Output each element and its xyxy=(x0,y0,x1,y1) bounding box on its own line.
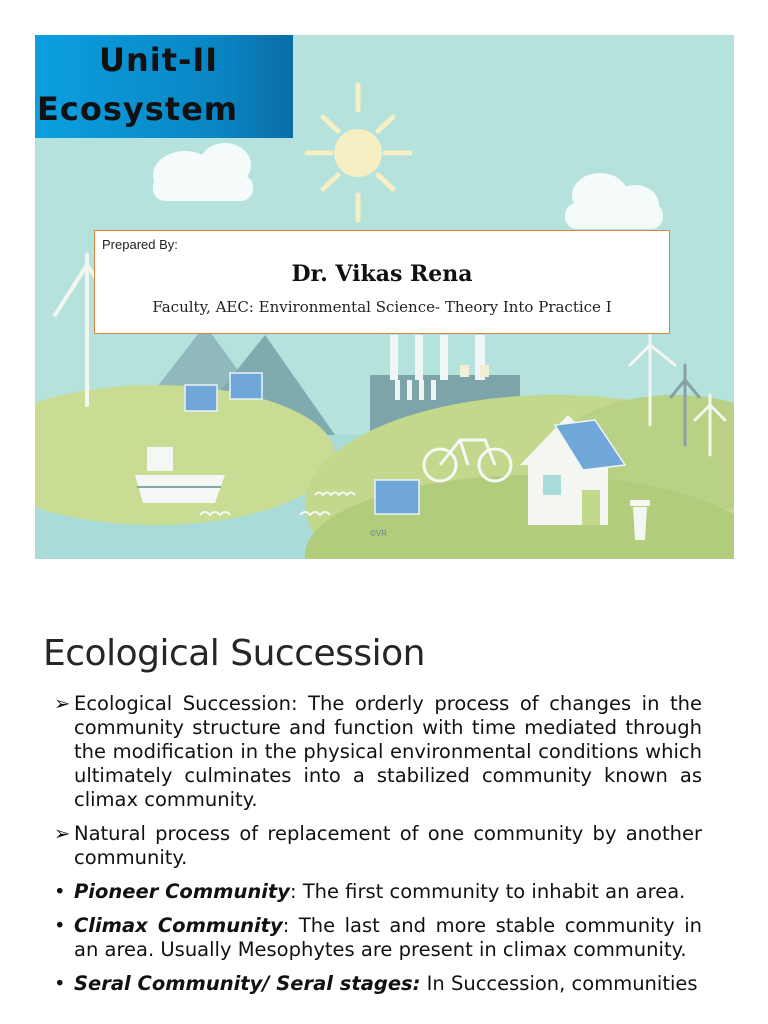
prepared-by-label: Prepared By: xyxy=(102,237,178,252)
list-item xyxy=(54,972,702,996)
item-text: : The first community to inhabit an area. xyxy=(289,880,686,903)
cover-slide xyxy=(35,35,734,559)
arrow-bullet-icon: ➢ xyxy=(54,692,71,715)
item-term: Climax Community xyxy=(74,914,283,937)
item-term: Pioneer Community xyxy=(74,880,290,903)
copyright-mark: ©VR xyxy=(370,529,388,538)
item-text: In Succession, communities xyxy=(420,972,698,995)
list-item xyxy=(54,822,702,870)
list-item xyxy=(54,880,702,904)
bullet-icon: • xyxy=(54,972,66,995)
credit-box xyxy=(94,230,670,334)
list-item xyxy=(54,914,702,962)
bullet-icon: • xyxy=(54,914,66,937)
title-box xyxy=(35,35,293,138)
author-name: Dr. Vikas Rena xyxy=(291,261,473,287)
cloud-icon xyxy=(153,143,253,201)
arrow-bullet-icon: ➢ xyxy=(54,822,71,845)
ecosystem-title: Ecosystem xyxy=(37,90,239,128)
unit-title: Unit-II xyxy=(99,41,219,79)
section-heading: Ecological Succession xyxy=(43,633,426,674)
item-text: : The last and more stable community in an area. Usually Mesophytes are present in climax community. xyxy=(74,914,702,961)
faculty-line: Faculty, AEC: Environmental Science- Theory Into Practice I xyxy=(152,298,612,316)
bullet-icon: • xyxy=(54,880,66,903)
item-term: Seral Community/ Seral stages: xyxy=(74,972,421,995)
item-text: Natural process of replacement of one community by another community. xyxy=(74,822,702,869)
cloud-icon xyxy=(565,173,663,229)
item-text: Ecological Succession: The orderly process of changes in the community structure and function with time mediated through the modification in the physical environmental conditions which ultimately culminates into a stabilized community known as climax community. xyxy=(74,692,702,811)
list-item xyxy=(54,692,702,812)
content-list xyxy=(54,692,702,1006)
